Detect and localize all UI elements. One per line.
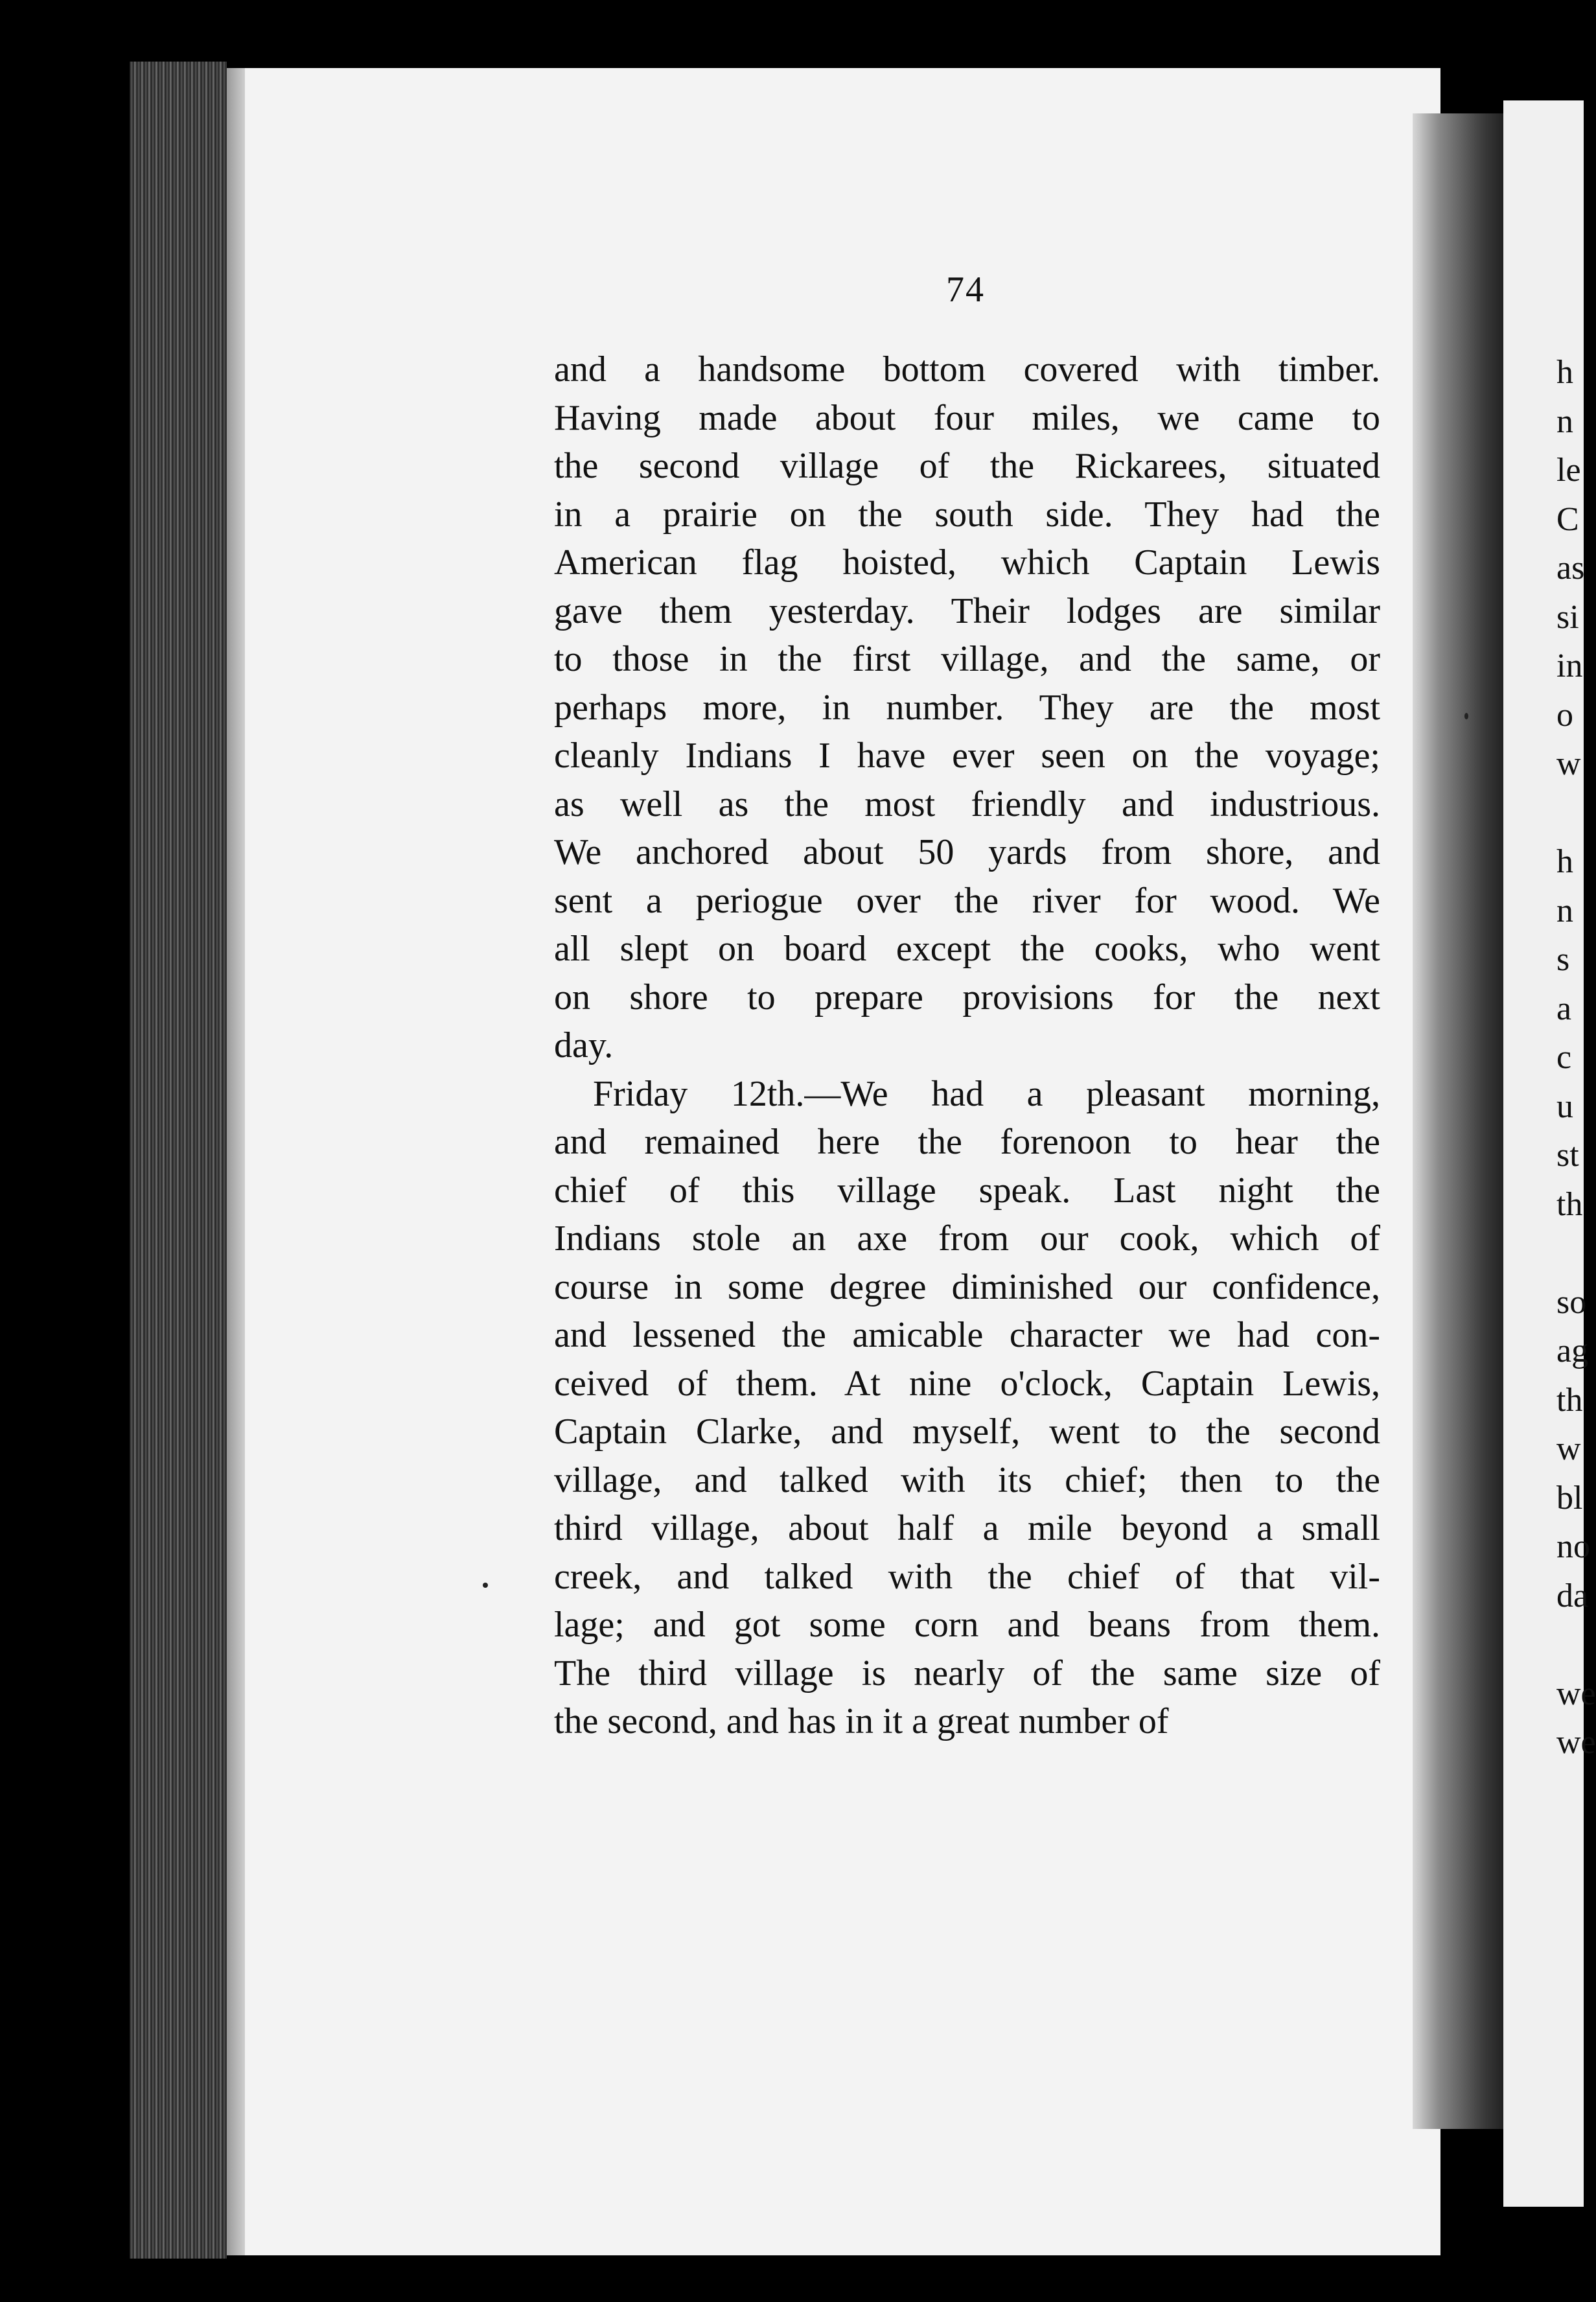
text-line: The third village is nearly of the same size of [554,1653,1380,1693]
facing-text-fragment: o [1556,697,1573,734]
text-line: day. [554,1025,614,1065]
text-line: on shore to prepare provisions for the next [554,977,1380,1017]
text-line: Indians stole an axe from our cook, which of [554,1218,1380,1259]
facing-text-fragment: u [1556,1088,1573,1125]
facing-text-fragment: C [1556,501,1579,538]
facing-text-fragment: si [1556,599,1579,636]
facing-text-fragment: so [1556,1284,1587,1321]
text-line: Having made about four miles, we came to [554,398,1380,438]
facing-text-fragment: le [1556,452,1581,489]
text-line: We anchored about 50 yards from shore, and [554,832,1380,872]
text-line: as well as the most friendly and industrious. [554,784,1380,824]
facing-text-fragment: h [1556,354,1573,391]
text-line: sent a periogue over the river for wood. We [554,881,1380,921]
text-line: to those in the first village, and the same, or [554,639,1380,679]
text-line: and lessened the amicable character we had con- [554,1315,1380,1355]
facing-text-fragment: no [1556,1528,1590,1565]
text-line: ceived of them. At nine o'clock, Captain Lewis, [554,1364,1380,1404]
text-line: and remained here the forenoon to hear the [554,1122,1380,1162]
text-line: chief of this village speak. Last night the [554,1170,1380,1211]
book-fore-edge [130,62,227,2259]
gutter-shadow [1413,113,1503,2129]
text-line: American flag hoisted, which Captain Lewis [554,542,1380,583]
facing-text-fragment: a [1556,990,1572,1027]
facing-text-fragment: th [1556,1382,1583,1419]
text-line: gave them yesterday. Their lodges are similar [554,591,1380,631]
ink-speck [1464,713,1468,719]
facing-text-fragment: bl [1556,1480,1583,1517]
text-line: and a handsome bottom covered with timber. [554,349,1380,389]
facing-text-fragment: n [1556,892,1573,929]
text-line: perhaps more, in number. They are the most [554,688,1380,728]
facing-text-fragment: h [1556,843,1573,880]
facing-text-fragment: da [1556,1577,1589,1614]
text-line: all slept on board except the cooks, who went [554,929,1380,969]
facing-text-fragment: w [1556,1430,1581,1467]
text-line: Captain Clarke, and myself, went to the second [554,1412,1380,1452]
facing-text-fragment: st [1556,1137,1579,1174]
ink-speck [483,1583,488,1588]
facing-text-fragment: n [1556,403,1573,440]
facing-text-fragment: as [1556,550,1585,587]
text-line: lage; and got some corn and beans from them. [554,1605,1380,1645]
facing-text-fragment: we [1556,1724,1596,1761]
facing-text-fragment: c [1556,1039,1572,1076]
text-line: the second, and has in it a great number of [554,1701,1169,1741]
page-stack-edge [227,68,245,2255]
text-line: village, and talked with its chief; then to the [554,1460,1380,1500]
text-line: in a prairie on the south side. They had the [554,494,1380,535]
text-line: cleanly Indians I have ever seen on the voyage; [554,736,1380,776]
facing-text-fragment: s [1556,941,1570,978]
facing-text-fragment: in [1556,647,1583,684]
text-line: Friday 12th.—We had a pleasant morning, [593,1074,1380,1114]
facing-text-fragment: we [1556,1675,1596,1712]
text-line: third village, about half a mile beyond a small [554,1508,1380,1548]
text-line: creek, and talked with the chief of that vil- [554,1557,1380,1597]
text-line: course in some degree diminished our confidence, [554,1267,1380,1307]
page-number: 74 [946,270,985,310]
facing-text-fragment: w [1556,745,1581,782]
text-line: the second village of the Rickarees, situated [554,446,1380,486]
facing-text-fragment: ag [1556,1332,1589,1369]
facing-text-fragment: th [1556,1186,1583,1223]
